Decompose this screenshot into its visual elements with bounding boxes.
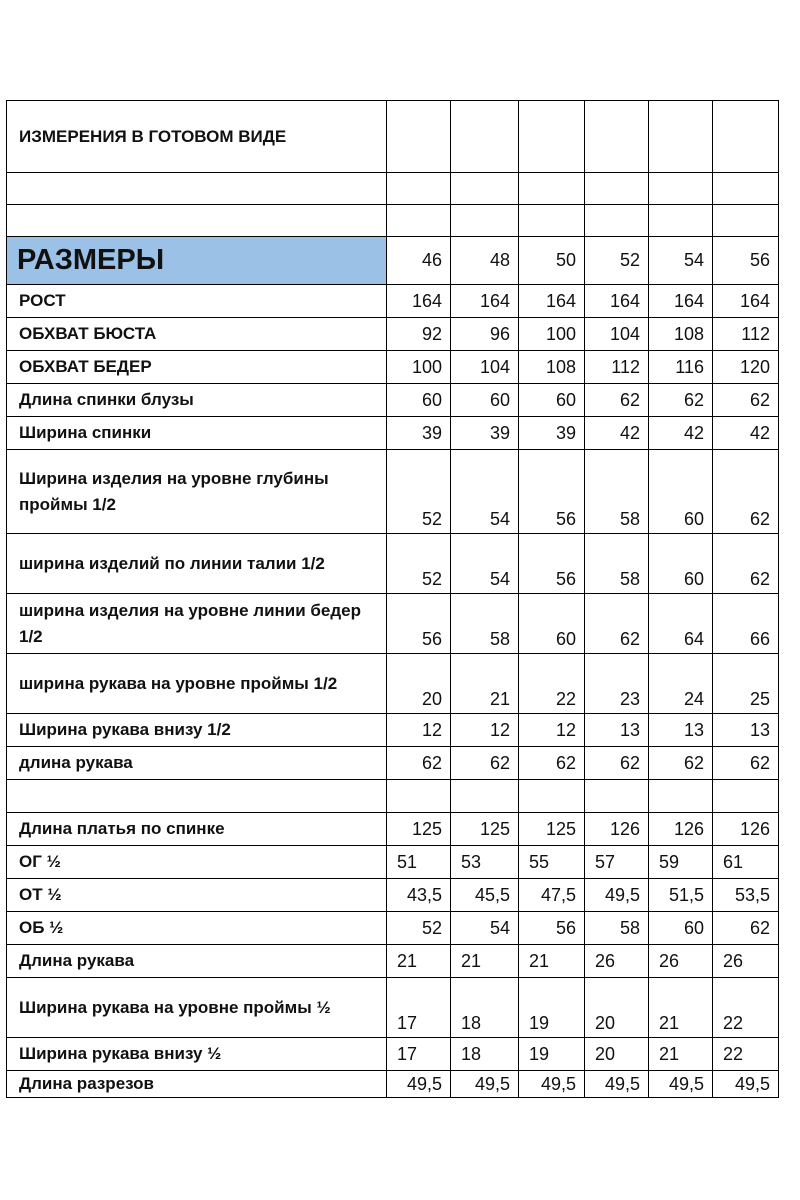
measurement-value: 12: [519, 714, 585, 747]
measurement-value: 24: [649, 654, 713, 714]
measurement-value: 125: [519, 813, 585, 846]
measurement-value: 60: [519, 384, 585, 417]
measurement-value: 164: [387, 285, 451, 318]
measurement-value: 53,5: [713, 879, 779, 912]
measurement-label: Ширина спинки: [7, 417, 387, 450]
measurement-value: 125: [451, 813, 519, 846]
measurement-label: ОБХВАТ БЮСТА: [7, 318, 387, 351]
measurement-value: 57: [585, 846, 649, 879]
measurement-label: длина рукава: [7, 747, 387, 780]
measurement-value: 26: [649, 945, 713, 978]
measurement-value: 125: [387, 813, 451, 846]
measurement-value: 17: [387, 1038, 451, 1071]
measurement-value: 62: [451, 747, 519, 780]
measurement-row: [7, 654, 779, 714]
measurement-value: 49,5: [649, 1071, 713, 1098]
sizes-label: РАЗМЕРЫ: [7, 237, 387, 285]
empty-cell: [451, 173, 519, 205]
measurement-value: 17: [387, 978, 451, 1038]
empty-cell: [7, 173, 387, 205]
measurement-value: [585, 780, 649, 813]
measurement-value: 22: [713, 978, 779, 1038]
size-cell: 50: [519, 237, 585, 285]
measurement-value: 62: [713, 384, 779, 417]
measurement-value: 49,5: [585, 1071, 649, 1098]
measurement-value: 164: [649, 285, 713, 318]
measurement-label: Длина разрезов: [7, 1071, 387, 1098]
measurement-label: Длина рукава: [7, 945, 387, 978]
measurement-value: 52: [387, 912, 451, 945]
measurement-value: 22: [519, 654, 585, 714]
measurement-row: [7, 780, 779, 813]
measurement-row: [7, 1071, 779, 1098]
measurement-label: [7, 780, 387, 813]
measurement-value: 12: [451, 714, 519, 747]
measurement-value: 13: [649, 714, 713, 747]
size-cell: 48: [451, 237, 519, 285]
measurement-label: Длина спинки блузы: [7, 384, 387, 417]
measurement-value: 60: [649, 912, 713, 945]
measurement-value: 60: [451, 384, 519, 417]
empty-row: [7, 173, 779, 205]
measurement-row: [7, 846, 779, 879]
measurement-value: 62: [713, 450, 779, 534]
measurement-value: 64: [649, 594, 713, 654]
measurement-value: 20: [387, 654, 451, 714]
measurement-value: 108: [519, 351, 585, 384]
measurement-value: 23: [585, 654, 649, 714]
measurement-value: 62: [585, 594, 649, 654]
measurement-value: 62: [649, 747, 713, 780]
measurement-value: 53: [451, 846, 519, 879]
empty-cell: [519, 173, 585, 205]
measurement-label: Ширина рукава внизу ½: [7, 1038, 387, 1071]
measurement-value: 52: [387, 450, 451, 534]
measurement-value: 39: [387, 417, 451, 450]
measurement-value: 112: [585, 351, 649, 384]
size-cell: 52: [585, 237, 649, 285]
measurement-value: 26: [585, 945, 649, 978]
measurement-label: ширина рукава на уровне проймы 1/2: [7, 654, 387, 714]
measurement-value: 100: [387, 351, 451, 384]
measurement-value: 56: [519, 450, 585, 534]
measurement-value: [519, 780, 585, 813]
measurement-value: 19: [519, 978, 585, 1038]
empty-cell: [713, 173, 779, 205]
measurement-row: [7, 945, 779, 978]
measurement-value: 92: [387, 318, 451, 351]
empty-cell: [713, 101, 779, 173]
measurement-value: 21: [519, 945, 585, 978]
measurement-label: Ширина изделия на уровне глубины проймы 1/2: [7, 450, 387, 534]
measurement-value: 42: [649, 417, 713, 450]
measurement-row: [7, 318, 779, 351]
empty-cell: [387, 101, 451, 173]
empty-cell: [451, 205, 519, 237]
measurement-value: 49,5: [585, 879, 649, 912]
measurement-value: 51: [387, 846, 451, 879]
measurement-value: 43,5: [387, 879, 451, 912]
measurement-label: ширина изделий по линии талии 1/2: [7, 534, 387, 594]
measurement-value: 62: [713, 747, 779, 780]
measurement-value: 164: [451, 285, 519, 318]
measurement-label: РОСТ: [7, 285, 387, 318]
measurement-value: 164: [585, 285, 649, 318]
measurement-value: 21: [451, 945, 519, 978]
empty-cell: [585, 205, 649, 237]
measurement-value: 42: [585, 417, 649, 450]
measurement-value: 19: [519, 1038, 585, 1071]
measurement-value: 20: [585, 1038, 649, 1071]
measurement-value: 60: [649, 450, 713, 534]
measurement-row: [7, 912, 779, 945]
measurement-value: 49,5: [387, 1071, 451, 1098]
empty-cell: [649, 205, 713, 237]
measurement-value: 58: [585, 450, 649, 534]
empty-cell: [519, 101, 585, 173]
measurement-value: 54: [451, 450, 519, 534]
measurement-value: 21: [649, 978, 713, 1038]
measurement-value: [649, 780, 713, 813]
measurement-value: 21: [649, 1038, 713, 1071]
measurement-row: [7, 594, 779, 654]
measurement-value: 47,5: [519, 879, 585, 912]
measurement-value: [387, 780, 451, 813]
measurement-value: 116: [649, 351, 713, 384]
measurement-label: Ширина рукава на уровне проймы ½: [7, 978, 387, 1038]
measurement-row: [7, 747, 779, 780]
measurement-row: [7, 978, 779, 1038]
measurement-value: 62: [585, 384, 649, 417]
empty-cell: [7, 205, 387, 237]
measurement-value: 164: [713, 285, 779, 318]
measurement-value: 45,5: [451, 879, 519, 912]
empty-row: [7, 205, 779, 237]
empty-cell: [713, 205, 779, 237]
empty-cell: [387, 205, 451, 237]
empty-cell: [649, 173, 713, 205]
measurement-value: 62: [519, 747, 585, 780]
measurement-value: 22: [713, 1038, 779, 1071]
measurement-value: 62: [649, 384, 713, 417]
measurement-value: 60: [387, 384, 451, 417]
measurement-value: 61: [713, 846, 779, 879]
empty-cell: [649, 101, 713, 173]
measurement-value: 112: [713, 318, 779, 351]
title-row: [7, 101, 779, 173]
measurement-value: 100: [519, 318, 585, 351]
measurement-label: ОБ ½: [7, 912, 387, 945]
measurement-value: 60: [519, 594, 585, 654]
measurement-value: 18: [451, 978, 519, 1038]
measurement-value: 59: [649, 846, 713, 879]
measurement-value: 62: [713, 534, 779, 594]
empty-cell: [519, 205, 585, 237]
measurement-value: 21: [451, 654, 519, 714]
measurement-value: 49,5: [713, 1071, 779, 1098]
measurement-value: 18: [451, 1038, 519, 1071]
measurement-label: ОБХВАТ БЕДЕР: [7, 351, 387, 384]
measurement-value: 13: [585, 714, 649, 747]
measurement-value: 54: [451, 534, 519, 594]
measurement-value: 126: [585, 813, 649, 846]
measurement-value: 96: [451, 318, 519, 351]
measurement-value: 66: [713, 594, 779, 654]
measurement-value: [713, 780, 779, 813]
measurement-row: [7, 714, 779, 747]
measurement-value: 13: [713, 714, 779, 747]
measurement-label: ширина изделия на уровне линии бедер 1/2: [7, 594, 387, 654]
measurement-value: 55: [519, 846, 585, 879]
measurement-value: 62: [387, 747, 451, 780]
measurement-value: 42: [713, 417, 779, 450]
measurement-value: [451, 780, 519, 813]
measurement-row: [7, 417, 779, 450]
measurement-value: 58: [585, 534, 649, 594]
measurement-value: 164: [519, 285, 585, 318]
measurement-row: [7, 351, 779, 384]
measurements-table: [6, 100, 779, 1098]
measurement-label: ОТ ½: [7, 879, 387, 912]
measurement-value: 39: [451, 417, 519, 450]
size-cell: 54: [649, 237, 713, 285]
empty-cell: [451, 101, 519, 173]
measurement-value: 62: [585, 747, 649, 780]
measurement-value: 20: [585, 978, 649, 1038]
empty-cell: [387, 173, 451, 205]
measurement-value: 49,5: [451, 1071, 519, 1098]
measurement-row: [7, 879, 779, 912]
measurement-value: 26: [713, 945, 779, 978]
measurement-row: [7, 384, 779, 417]
measurement-value: 54: [451, 912, 519, 945]
empty-cell: [585, 173, 649, 205]
table-title: ИЗМЕРЕНИЯ В ГОТОВОМ ВИДЕ: [7, 101, 387, 173]
size-cell: 56: [713, 237, 779, 285]
measurement-value: 39: [519, 417, 585, 450]
measurement-row: [7, 450, 779, 534]
empty-cell: [585, 101, 649, 173]
measurement-value: 62: [713, 912, 779, 945]
measurement-label: Ширина рукава внизу 1/2: [7, 714, 387, 747]
measurement-value: 126: [649, 813, 713, 846]
measurement-label: Длина платья по спинке: [7, 813, 387, 846]
measurement-value: 126: [713, 813, 779, 846]
measurement-value: 51,5: [649, 879, 713, 912]
measurement-value: 25: [713, 654, 779, 714]
measurement-value: 56: [519, 912, 585, 945]
measurement-value: 56: [387, 594, 451, 654]
measurement-value: 108: [649, 318, 713, 351]
sizes-header-row: [7, 237, 779, 285]
measurement-value: 49,5: [519, 1071, 585, 1098]
measurement-value: 21: [387, 945, 451, 978]
measurement-value: 52: [387, 534, 451, 594]
size-cell: 46: [387, 237, 451, 285]
measurement-value: 56: [519, 534, 585, 594]
measurement-value: 120: [713, 351, 779, 384]
measurement-value: 104: [451, 351, 519, 384]
measurement-row: [7, 534, 779, 594]
measurement-label: ОГ ½: [7, 846, 387, 879]
measurement-value: 60: [649, 534, 713, 594]
measurement-value: 58: [451, 594, 519, 654]
measurement-row: [7, 1038, 779, 1071]
measurement-value: 104: [585, 318, 649, 351]
measurement-row: [7, 285, 779, 318]
measurement-row: [7, 813, 779, 846]
measurement-value: 12: [387, 714, 451, 747]
measurement-value: 58: [585, 912, 649, 945]
